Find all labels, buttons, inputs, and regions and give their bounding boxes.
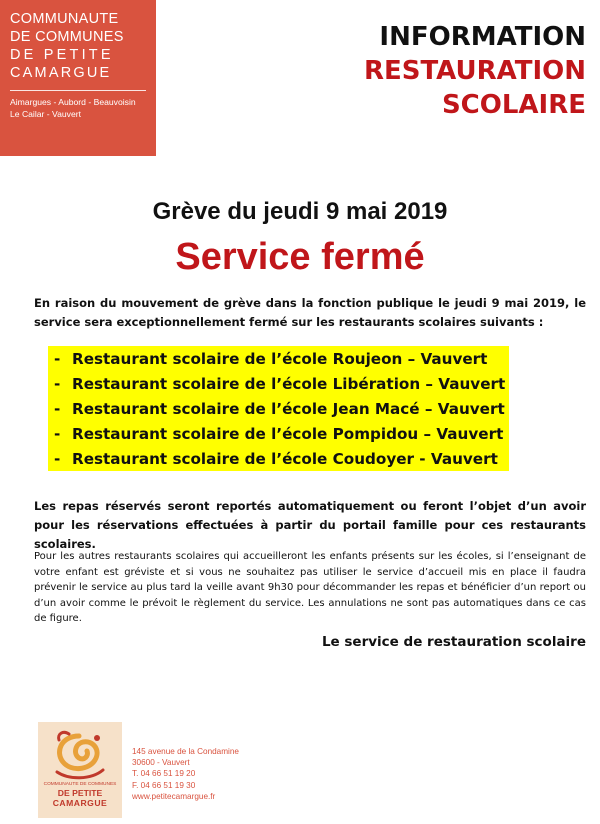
footer-logo-line-2: DE PETITE	[57, 788, 103, 798]
swirl-emblem-icon	[49, 728, 111, 780]
title-line-restauration: RESTAURATION	[363, 56, 586, 86]
logo-text-line-3: DE PETITE	[10, 47, 114, 63]
list-dash: -	[54, 349, 61, 368]
footer-logo	[38, 722, 122, 818]
contact-phone: T. 04 66 51 19 20	[132, 769, 196, 779]
list-dash: -	[54, 374, 61, 393]
list-dash: -	[54, 424, 61, 443]
logo-divider	[10, 90, 146, 91]
intro-paragraph: En raison du mouvement de grève dans la fonction publique le jeudi 9 mai 2019, le service sera exceptionnellement fermé sur les restaurants scolaires suivants :	[34, 296, 586, 329]
logo-text-line-4: CAMARGUE	[10, 65, 112, 81]
document-title	[364, 20, 586, 122]
list-item	[48, 446, 509, 471]
logo-towns-line-2: Le Cailar - Vauvert	[10, 109, 82, 119]
list-item	[48, 371, 509, 396]
title-line-scolaire: SCOLAIRE	[441, 90, 586, 120]
contact-fax: F. 04 66 51 19 30	[132, 780, 196, 790]
list-item	[48, 396, 509, 421]
contact-city: 30600 - Vauvert	[132, 758, 190, 768]
school-name: Restaurant scolaire de l’école Jean Macé – Vauvert	[72, 399, 505, 418]
organization-logo	[0, 0, 156, 156]
logo-text-line-2: DE COMMUNES	[10, 29, 124, 45]
meal-refund-paragraph: Les repas réservés seront reportés automatiquement ou feront l’objet d’un avoir pour les réservations effectuées à partir du portail famille pour ces restaurants scolaires.	[34, 499, 586, 551]
closed-schools-list	[48, 346, 509, 471]
signature: Le service de restauration scolaire	[321, 634, 586, 650]
service-closed-heading: Service fermé	[175, 236, 425, 278]
contact-website-link[interactable]: www.petitecamargue.fr	[132, 791, 216, 801]
list-dash: -	[54, 399, 61, 418]
other-schools-paragraph: Pour les autres restaurants scolaires qui accueilleront les enfants présents sur les écoles, si l’enseignant de votre enfant est gréviste et si vous ne souhaitez pas utiliser le service d’accueil mis en place il faudra prévenir le service au plus tard la veille avant 9h30 pour décommander les repas et bénéficier d’un report ou d’un avoir comme le prévoit le règlement du service. Les annulations ne sont pas automatiques dans ce cas de figure.	[34, 551, 586, 624]
contact-address: 145 avenue de la Condamine	[132, 747, 239, 756]
list-dash: -	[54, 449, 61, 468]
contact-block	[132, 746, 239, 802]
list-item	[48, 421, 509, 446]
logo-towns-line-1: Aimargues - Aubord - Beauvoisin	[10, 97, 136, 107]
logo-text-line-1: COMMUNAUTE	[10, 11, 119, 27]
title-line-information: INFORMATION	[379, 22, 586, 52]
list-item	[48, 346, 509, 371]
school-name: Restaurant scolaire de l’école Coudoyer - Vauvert	[72, 449, 498, 468]
school-name: Restaurant scolaire de l’école Roujeon – Vauvert	[72, 349, 488, 368]
school-name: Restaurant scolaire de l’école Libération – Vauvert	[72, 374, 506, 393]
footer-logo-line-3: CAMARGUE	[52, 798, 108, 808]
footer-logo-line-1: COMMUNAUTE DE COMMUNES	[43, 782, 117, 787]
strike-date-headline: Grève du jeudi 9 mai 2019	[152, 198, 448, 225]
school-name: Restaurant scolaire de l’école Pompidou – Vauvert	[72, 424, 504, 443]
